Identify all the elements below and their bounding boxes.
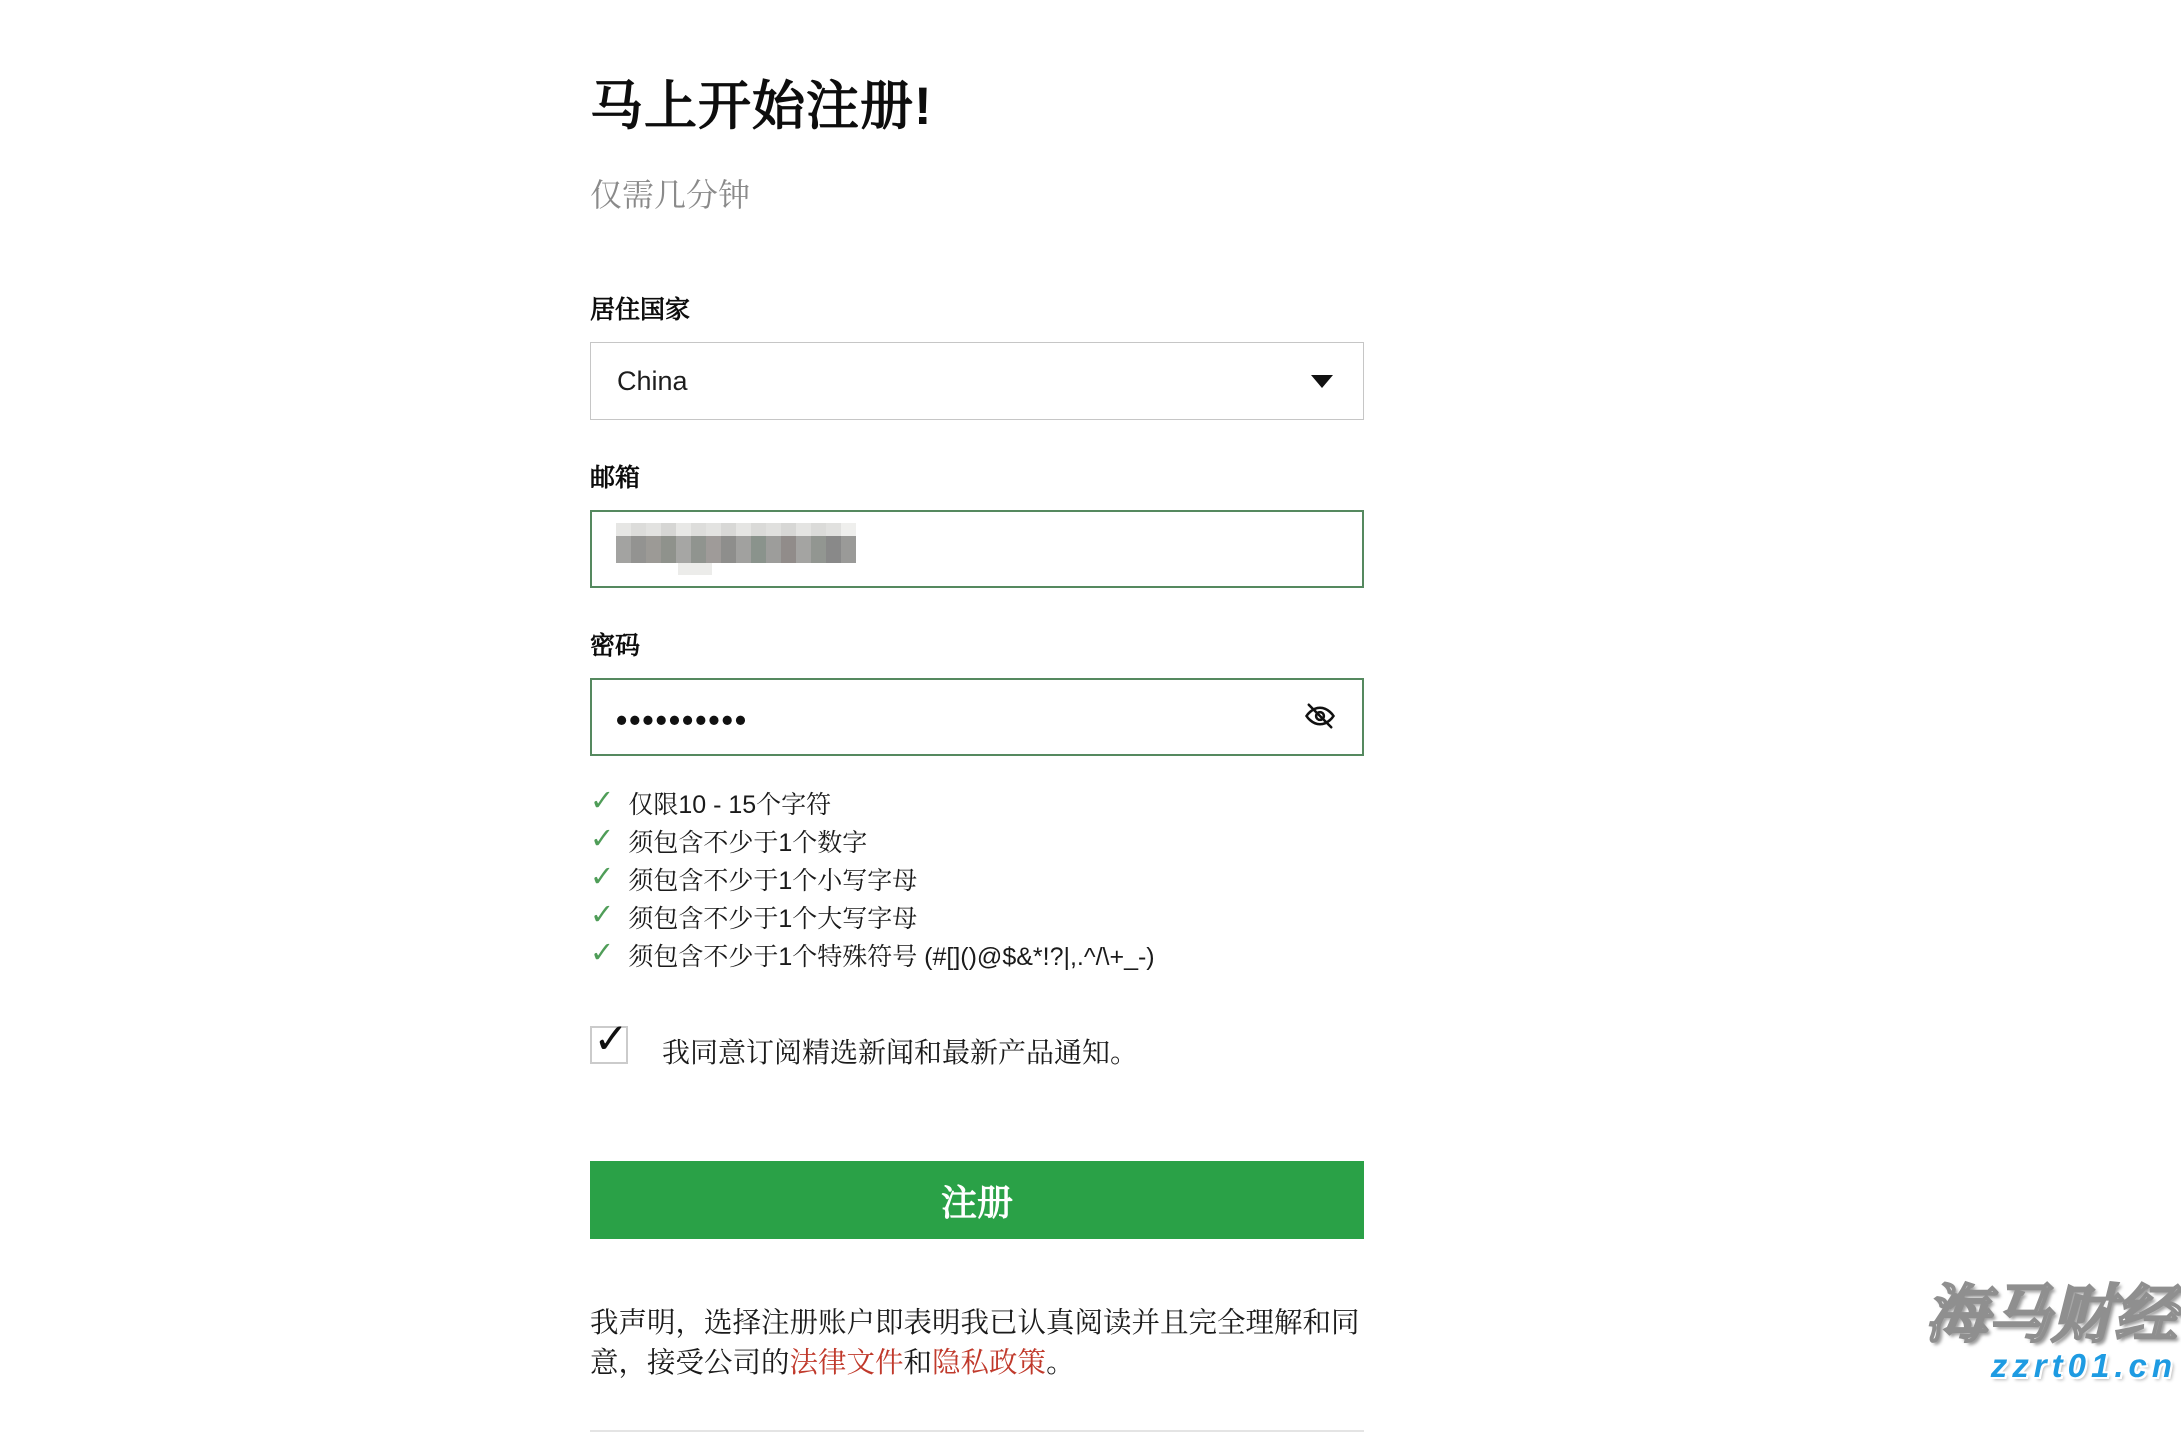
legal-text-conjunction: 和 bbox=[903, 1347, 933, 1380]
email-mosaic-top bbox=[616, 523, 856, 536]
newsletter-consent-row bbox=[590, 1015, 1364, 1071]
check-icon: ✓ bbox=[590, 860, 615, 893]
email-mosaic-tab bbox=[678, 563, 712, 575]
register-button[interactable]: 注册 bbox=[590, 1161, 1364, 1239]
bottom-divider bbox=[590, 1430, 1364, 1432]
password-rule-item bbox=[590, 898, 1364, 936]
email-input[interactable] bbox=[590, 510, 1364, 588]
password-rule-item bbox=[590, 860, 1364, 898]
password-rule-text: 须包含不少于1个特殊符号 (#[]()@$&*!?|,.^/\+_-) bbox=[628, 943, 1155, 971]
newsletter-checkbox[interactable] bbox=[590, 1015, 629, 1064]
password-rule-text: 仅限10 - 15个字符 bbox=[628, 791, 832, 819]
legal-text-prefix: 我声明，选择注册账户即表明我已认真阅读并且完全理解和同意，接受公司的 bbox=[590, 1307, 1360, 1380]
password-rule-item bbox=[590, 936, 1364, 974]
page-subtitle: 仅需几分钟 bbox=[590, 177, 751, 213]
password-rule-text: 须包含不少于1个大写字母 bbox=[628, 905, 918, 933]
email-label: 邮箱 bbox=[590, 464, 641, 492]
privacy-policy-link[interactable]: 隐私政策 bbox=[932, 1347, 1047, 1380]
password-rule-item bbox=[590, 822, 1364, 860]
country-select[interactable] bbox=[590, 342, 1364, 420]
newsletter-consent-label: 我同意订阅精选新闻和最新产品通知。 bbox=[662, 1037, 1139, 1068]
password-label: 密码 bbox=[590, 632, 641, 660]
check-icon: ✓ bbox=[590, 898, 615, 931]
eye-off-icon bbox=[1302, 698, 1338, 737]
page-title: 马上开始注册! bbox=[590, 77, 933, 136]
email-redacted-value bbox=[616, 523, 856, 575]
legal-text-suffix: 。 bbox=[1046, 1347, 1075, 1380]
password-rule-text: 须包含不少于1个小写字母 bbox=[628, 867, 918, 895]
chevron-down-icon bbox=[1311, 375, 1333, 388]
legal-declaration bbox=[590, 1303, 1364, 1384]
password-rules-list bbox=[590, 784, 1364, 974]
check-icon: ✓ bbox=[590, 936, 615, 969]
watermark-url-text: zzrt01.cn bbox=[1990, 1347, 2177, 1385]
legal-documents-link[interactable]: 法律文件 bbox=[789, 1347, 904, 1380]
country-field-group bbox=[590, 290, 1364, 420]
country-selected-value: China bbox=[617, 365, 688, 396]
password-field-group bbox=[590, 626, 1364, 756]
check-icon: ✓ bbox=[590, 822, 615, 855]
site-watermark bbox=[1925, 1280, 2177, 1385]
password-masked-value: •••••••••• bbox=[616, 702, 749, 738]
email-mosaic-main bbox=[616, 536, 856, 563]
check-icon: ✓ bbox=[590, 784, 615, 817]
watermark-brand-text: 海马财经 bbox=[1925, 1280, 2177, 1351]
password-rule-text: 须包含不少于1个数字 bbox=[628, 829, 868, 857]
email-field-group bbox=[590, 458, 1364, 588]
country-label: 居住国家 bbox=[590, 296, 691, 324]
toggle-password-visibility-button[interactable] bbox=[1302, 698, 1338, 737]
password-rule-item bbox=[590, 784, 1364, 822]
password-input[interactable] bbox=[590, 678, 1364, 756]
checkmark-icon: ✓ bbox=[593, 1015, 629, 1062]
signup-form bbox=[590, 0, 1364, 1440]
